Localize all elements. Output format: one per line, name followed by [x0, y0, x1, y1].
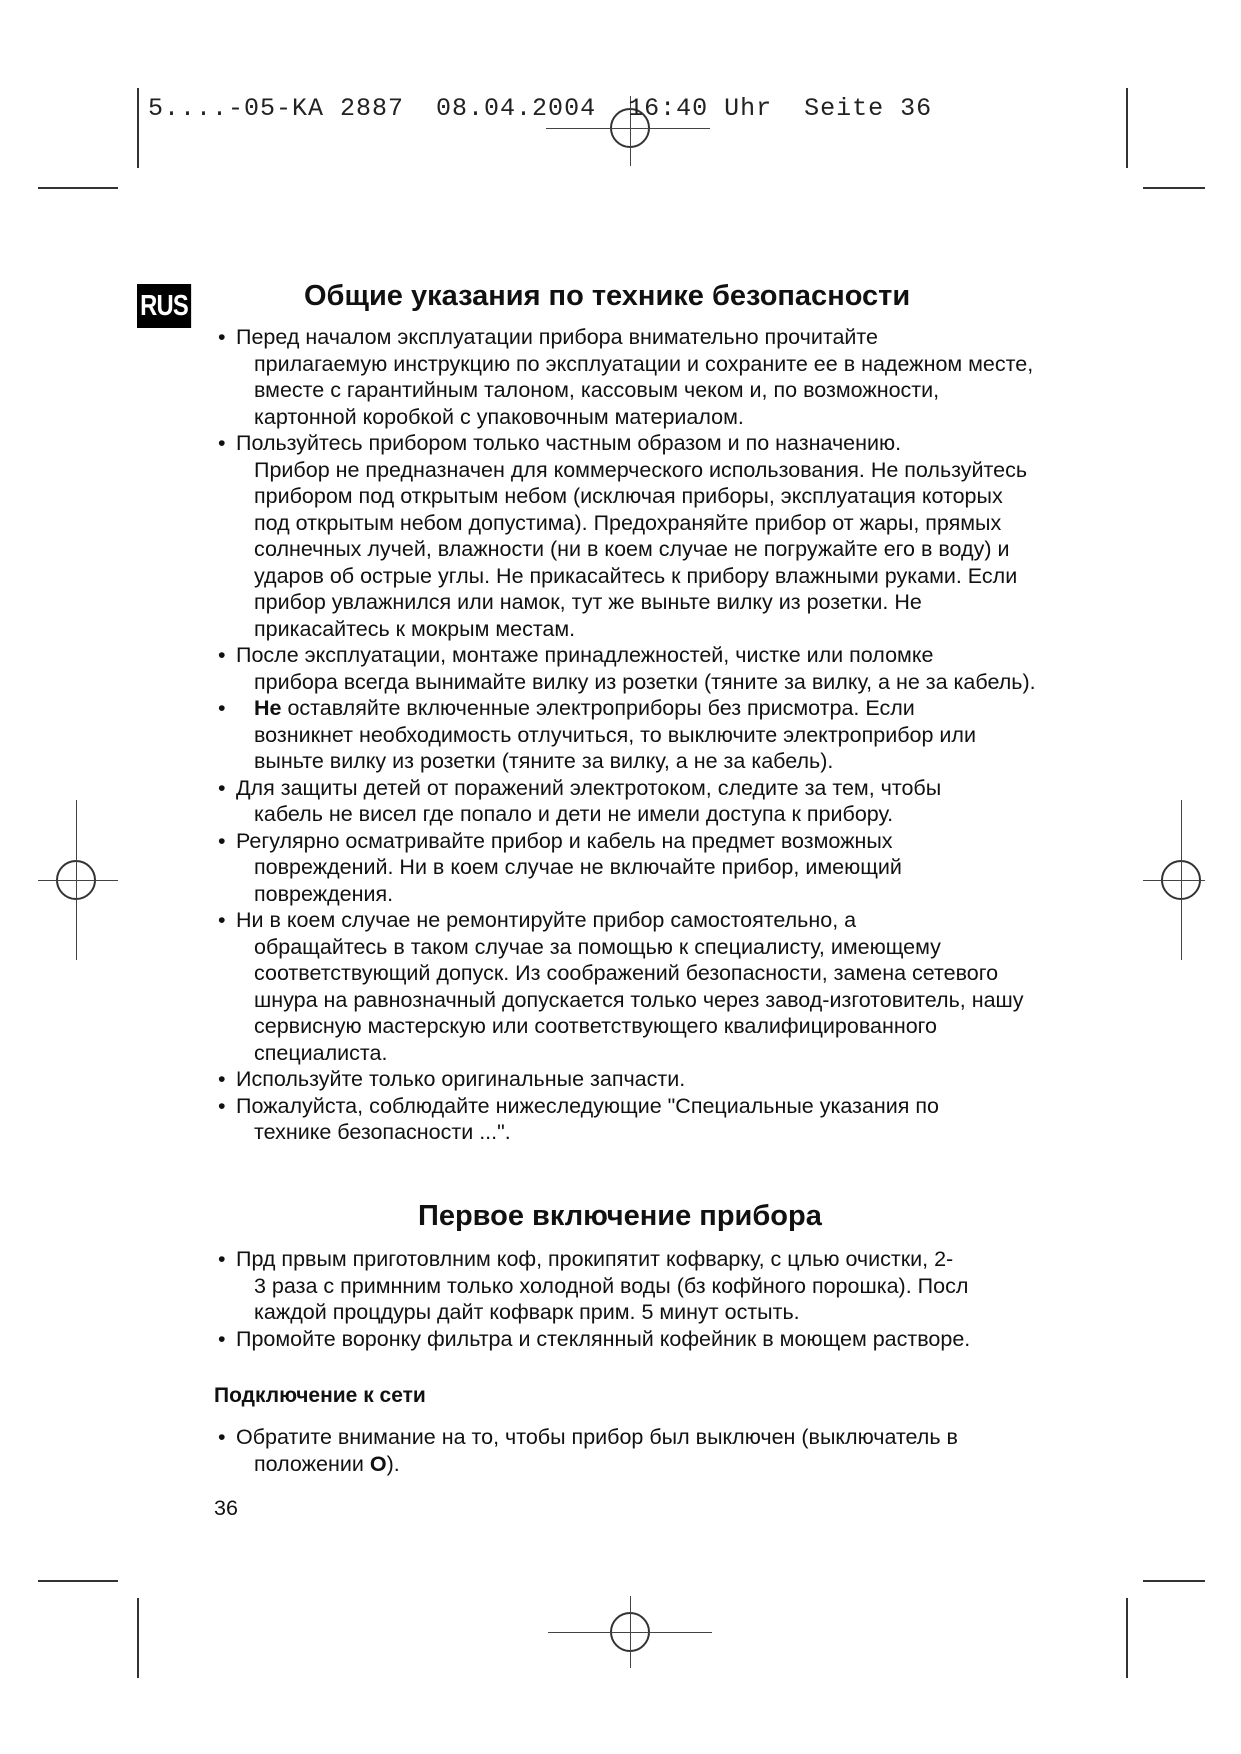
registration-mark-left-h — [38, 880, 118, 881]
bullet: • — [218, 1326, 226, 1351]
bullet: • — [218, 1093, 226, 1118]
bullet: • — [218, 828, 226, 853]
list-item — [214, 1326, 1044, 1353]
item-first-line: Промойте воронку фильтра и стеклянный кофейник в моющем растворе. — [236, 1326, 971, 1351]
item-text: обращайтесь в таком случае за помощью к специалисту, имеющему соответствующий допуск. Из соображений безопасности, замена сетевого шнура на равнозначный допускается только через завод-изготовитель, нашу сервисную мастерскую или соответствующего квалифицированного специалиста. — [254, 934, 1024, 1065]
bullet: • — [218, 908, 226, 932]
power-list — [214, 1424, 1044, 1477]
crop-mark-top-right-v — [1126, 88, 1128, 168]
crop-mark-top-left-v — [137, 88, 139, 168]
item-text-end: ). — [386, 1451, 400, 1476]
item-text: технике безопасности ...". — [254, 1120, 511, 1144]
item-text: прилагаемую инструкцию по эксплуатации и сохраните ее в надежном месте, вместе с гарантийным талоном, кассовым чеком и, по возможности, картонной коробкой с упаковочным материалом. — [254, 351, 1034, 429]
item-first-line: Используйте только оригинальные запчасти. — [236, 1067, 686, 1091]
bullet: • — [218, 1067, 226, 1091]
list-item — [214, 1066, 1044, 1093]
registration-mark-top-h — [546, 128, 710, 129]
first-use-list — [214, 1246, 1044, 1352]
crop-mark-bottom-left-h — [38, 1580, 118, 1582]
bullet: • — [218, 431, 226, 455]
item-first-line: Перед началом эксплуатации прибора внимательно прочитайте — [236, 325, 878, 349]
item-text: прибора всегда вынимайте вилку из розетки (тяните за вилку, а не за кабель). — [254, 669, 1036, 694]
item-first-line: Пожалуйста, соблюдайте нижеследующие "Специальные указания по — [236, 1093, 939, 1118]
item-first-line: Прд првым приготовлним коф, прокипятит кофварку, с цлью очистки, 2- — [236, 1247, 954, 1271]
item-text: повреждений. Ни в коем случае не включайте прибор, имеющий повреждения. — [254, 855, 902, 906]
registration-mark-right-h — [1143, 880, 1205, 881]
item-first-line: Для защиты детей от поражений электротоком, следите за тем, чтобы — [236, 775, 942, 800]
bullet: • — [218, 696, 226, 720]
item-first-line: Ни в коем случае не ремонтируйте прибор самостоятельно, а — [236, 908, 857, 932]
crop-mark-bottom-right-v — [1126, 1598, 1128, 1678]
emphasis-word: Не — [254, 696, 282, 720]
list-item — [214, 828, 1044, 908]
bullet: • — [218, 1425, 226, 1449]
list-item — [214, 695, 1044, 775]
crop-mark-top-right-h — [1143, 187, 1205, 189]
list-item — [214, 775, 1044, 828]
safety-list — [214, 324, 1044, 1146]
list-item — [214, 430, 1044, 642]
page-number: 36 — [214, 1496, 238, 1520]
item-text: возникнет необходимость отлучиться, то выключите электроприбор или выньте вилку из розетки (тяните за вилку, а не за кабель). — [254, 722, 976, 773]
bullet: • — [218, 325, 226, 349]
item-text: 3 раза с примнним только холодной воды (бз кофйного порошка). Посл каждой процдуры дайт кофварк прим. 5 минут остыть. — [254, 1273, 969, 1324]
list-item — [214, 642, 1044, 695]
print-header: 5....-05-KA 2887 08.04.2004 16:40 Uhr Seite 36 — [148, 94, 933, 123]
bullet: • — [218, 643, 226, 667]
item-text: кабель не висел где попало и дети не имели доступа к прибору. — [254, 802, 894, 826]
list-item — [214, 324, 1044, 430]
item-first-line: Пользуйтесь прибором только частным образом и по назначению. — [236, 431, 902, 455]
item-first-line: После эксплуатации, монтаже принадлежностей, чистке или поломке — [236, 643, 934, 667]
item-first-line: оставляйте включенные электроприборы без присмотра. Если — [287, 696, 915, 720]
crop-mark-bottom-right-h — [1143, 1580, 1205, 1582]
section-title-first-use: Первое включение прибора — [418, 1200, 822, 1232]
crop-mark-bottom-left-v — [137, 1598, 139, 1678]
item-text: Прибор не предназначен для коммерческого использования. Не пользуйтесь прибором под открытым небом (исключая приборы, эксплуатация которых под открытым небом допустима). Предохраняйте прибор от жары, прямых солнечных лучей, влажности (ни в коем случае не погружайте его в воду) и ударов об острые углы. Не прикасайтесь к прибору влажными руками. Если прибор увлажнился или намок, тут же выньте вилку из розетки. Не прикасайтесь к мокрым местам. — [254, 457, 1028, 641]
bullet: • — [218, 775, 226, 800]
list-item — [214, 1093, 1044, 1146]
item-text: положении — [254, 1451, 364, 1476]
item-first-line: Обратите внимание на то, чтобы прибор был выключен (выключатель в — [236, 1425, 958, 1449]
section-title-safety: Общие указания по технике безопасности — [304, 280, 911, 312]
list-item — [214, 907, 1044, 1066]
bullet: • — [218, 1247, 226, 1271]
registration-mark-bottom-h — [548, 1632, 712, 1633]
list-item — [214, 1246, 1044, 1326]
item-first-line: Регулярно осматривайте прибор и кабель на предмет возможных — [236, 828, 893, 853]
crop-mark-top-left-h — [38, 187, 118, 189]
section-title-power: Подключение к сети — [214, 1384, 426, 1407]
switch-position-o: O — [369, 1451, 387, 1476]
list-item — [214, 1424, 1044, 1477]
language-badge: RUS — [137, 284, 191, 328]
